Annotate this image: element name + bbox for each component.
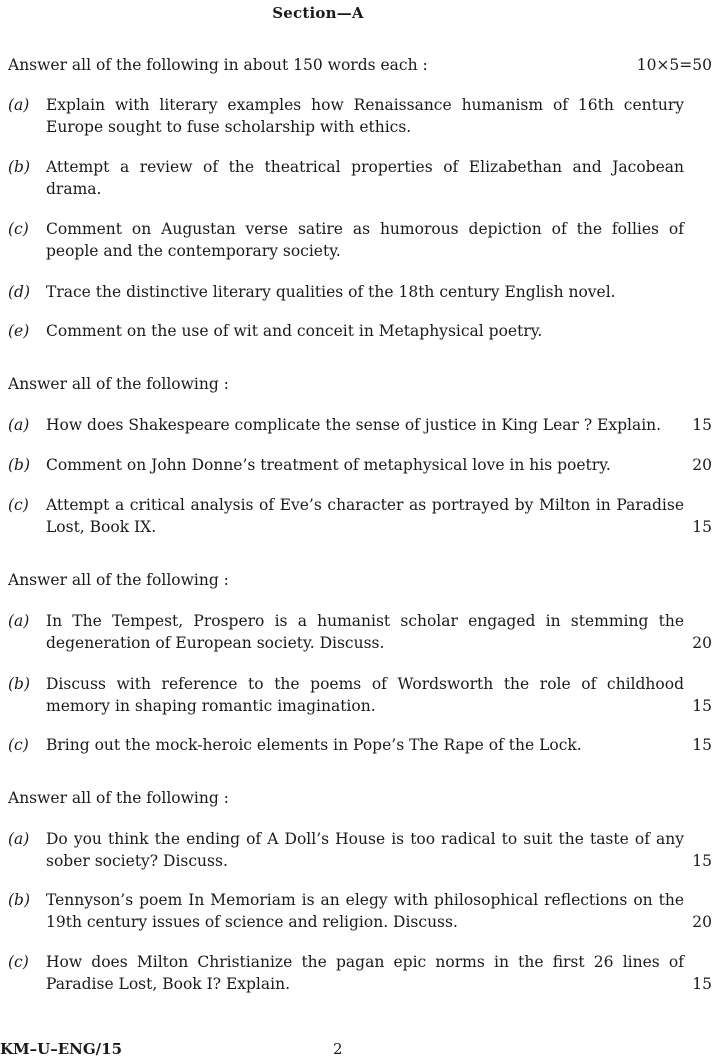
group-2-instruction <box>8 375 712 393</box>
question-text: Do you think the ending of A Doll’s House is too radical to suit the taste of any sober society? Discuss. <box>46 830 684 870</box>
question-label: (c) <box>8 953 29 971</box>
question-marks: 15 <box>692 518 712 536</box>
question-4b <box>8 889 712 933</box>
question-text: Tennyson’s poem In Memoriam is an elegy with philosophical reflections on the 19th century issues of science and religion. Discuss. <box>46 891 684 931</box>
question-text: Attempt a critical analysis of Eve’s character as portrayed by Milton in Paradise Lost, Book IX. <box>46 496 684 536</box>
question-text: How does Shakespeare complicate the sense of justice in King Lear ? Explain. <box>46 416 662 434</box>
question-4a <box>8 828 712 872</box>
page-number: 2 <box>333 1040 343 1058</box>
question-marks: 15 <box>692 736 712 754</box>
question-3c <box>8 734 712 756</box>
group-1-instruction <box>8 56 712 74</box>
question-2a <box>8 414 712 436</box>
instruction-marks: 10×5=50 <box>636 56 712 74</box>
question-marks: 20 <box>692 913 712 931</box>
question-text: Comment on John Donne’s treatment of metaphysical love in his poetry. <box>46 456 611 474</box>
question-text: In The Tempest, Prospero is a humanist scholar engaged in stemming the degeneration of European society. Discuss. <box>46 612 684 652</box>
question-marks: 15 <box>692 852 712 870</box>
question-marks: 20 <box>692 456 712 474</box>
instruction-text: Answer all of the following : <box>8 375 229 393</box>
question-marks: 15 <box>692 697 712 715</box>
instruction-text: Answer all of the following : <box>8 571 229 589</box>
question-label: (b) <box>8 891 31 909</box>
question-text: How does Milton Christianize the pagan epic norms in the first 26 lines of Paradise Lost, Book I? Explain. <box>46 953 684 993</box>
question-2b <box>8 454 712 476</box>
question-1d <box>8 281 712 303</box>
question-marks: 15 <box>692 416 712 434</box>
question-label: (a) <box>8 416 30 434</box>
question-label: (b) <box>8 675 31 693</box>
question-label: (d) <box>8 283 31 301</box>
question-text: Comment on the use of wit and conceit in Metaphysical poetry. <box>46 322 543 340</box>
instruction-text: Answer all of the following : <box>8 789 229 807</box>
question-text: Comment on Augustan verse satire as humorous depiction of the follies of people and the contemporary society. <box>46 220 684 260</box>
question-text: Discuss with reference to the poems of Wordsworth the role of childhood memory in shaping romantic imagination. <box>46 675 684 715</box>
question-1b <box>8 156 712 200</box>
question-label: (c) <box>8 496 29 514</box>
question-label: (e) <box>8 322 30 340</box>
question-3b <box>8 673 712 717</box>
question-1c <box>8 218 712 262</box>
question-label: (b) <box>8 158 31 176</box>
question-label: (c) <box>8 736 29 754</box>
question-marks: 20 <box>692 634 712 652</box>
group-3-instruction <box>8 571 712 589</box>
instruction-text: Answer all of the following in about 150 words each : <box>8 56 428 74</box>
question-1a <box>8 94 712 138</box>
question-label: (c) <box>8 220 29 238</box>
question-4c <box>8 951 712 995</box>
question-1e <box>8 320 712 342</box>
question-label: (a) <box>8 612 30 630</box>
group-4-instruction <box>8 789 712 807</box>
question-3a <box>8 610 712 654</box>
question-text: Trace the distinctive literary qualities of the 18th century English novel. <box>46 283 616 301</box>
question-label: (a) <box>8 830 30 848</box>
question-label: (b) <box>8 456 31 474</box>
paper-code: KM–U–ENG/15 <box>0 1040 123 1058</box>
question-label: (a) <box>8 96 30 114</box>
question-marks: 15 <box>692 975 712 993</box>
question-text: Bring out the mock-heroic elements in Pope’s The Rape of the Lock. <box>46 736 582 754</box>
question-text: Attempt a review of the theatrical properties of Elizabethan and Jacobean drama. <box>46 158 684 198</box>
question-text: Explain with literary examples how Renaissance humanism of 16th century Europe sought to fuse scholarship with ethics. <box>46 96 684 136</box>
section-title: Section—A <box>272 4 364 22</box>
question-2c <box>8 494 712 538</box>
